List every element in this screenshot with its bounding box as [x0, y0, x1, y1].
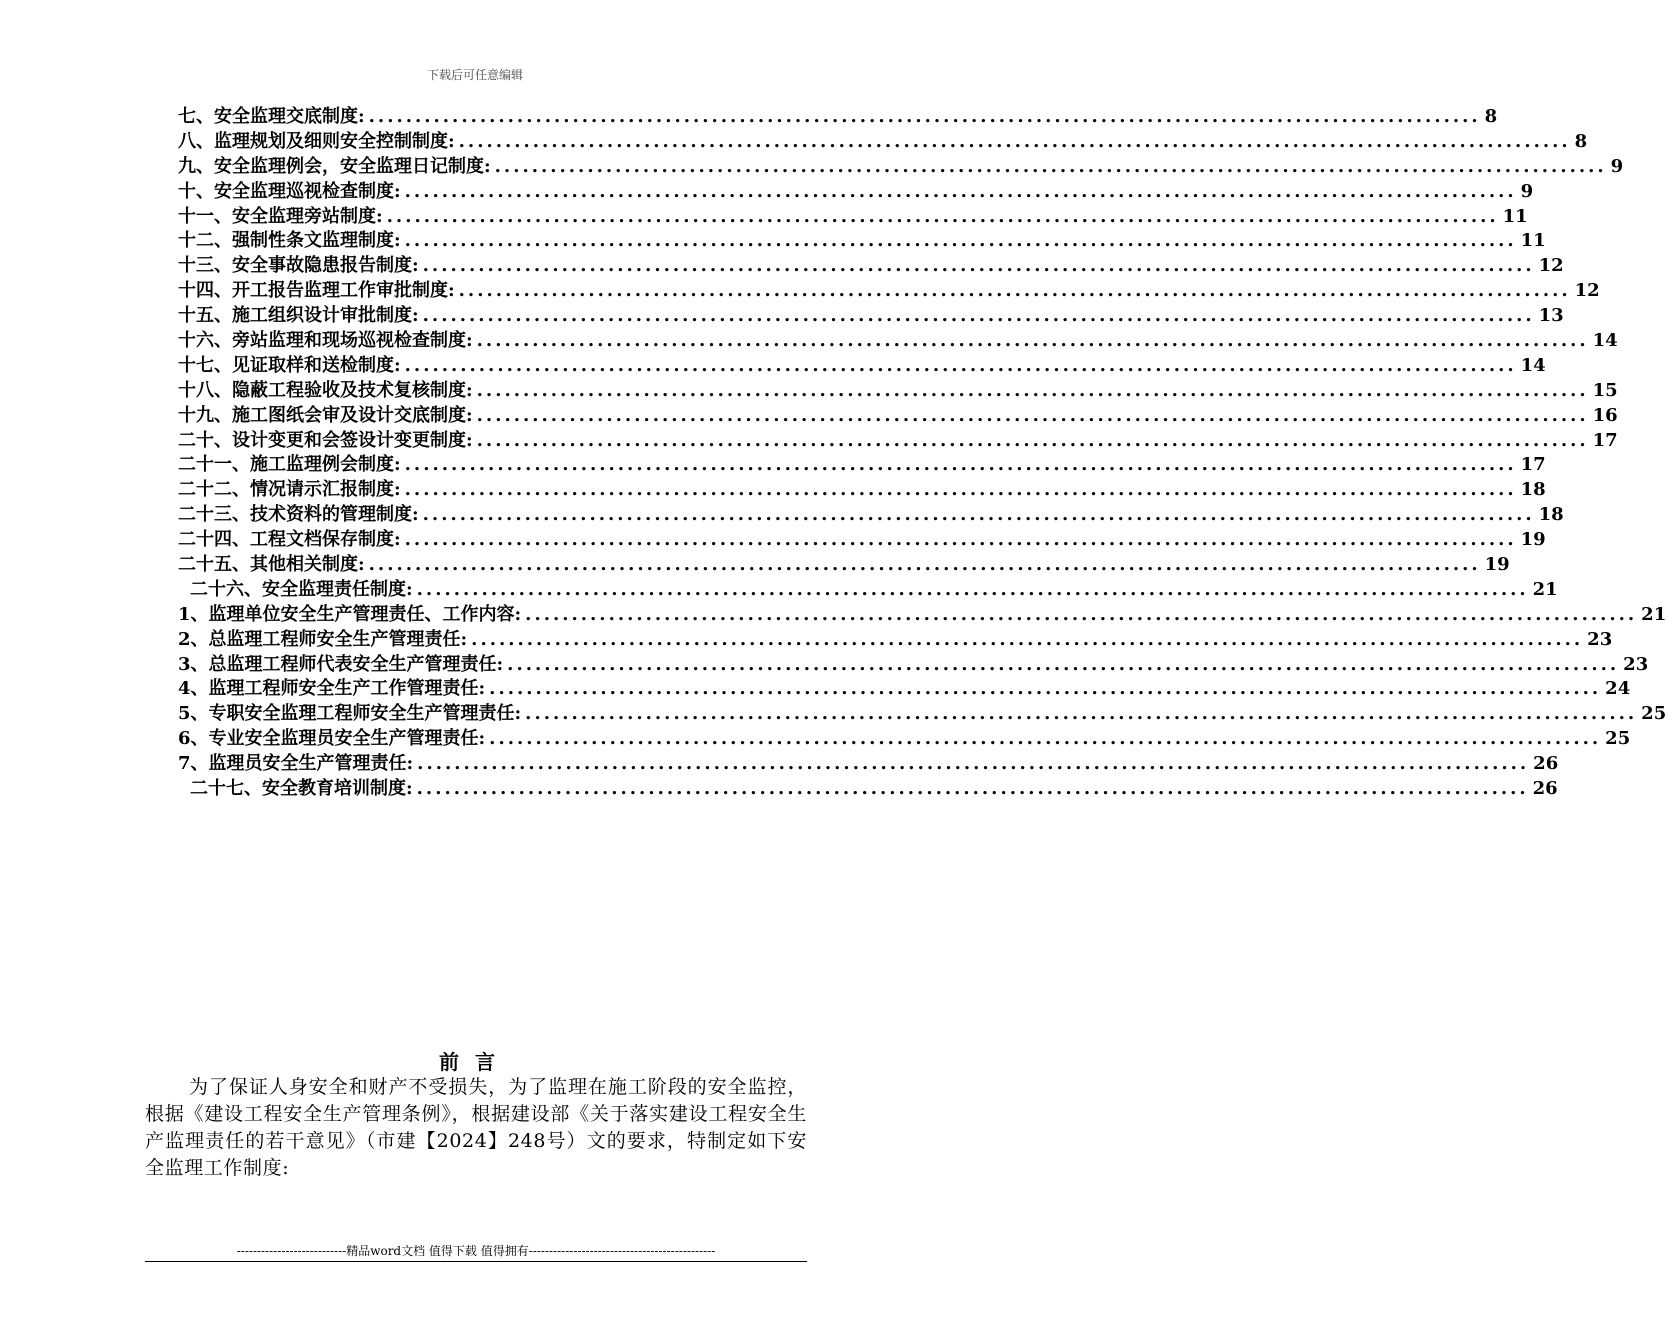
toc-entry-label: 二十五、其他相关制度: [178, 554, 365, 576]
toc-entry-label: 3、总监理工程师代表安全生产管理责任: [178, 653, 504, 675]
toc-dot-leader: ........................................................................................................................ [476, 429, 1589, 451]
toc-entry-page-number: 18 [1538, 504, 1564, 526]
toc-entry-label: 6、专业安全监理员安全生产管理责任: [178, 728, 486, 750]
toc-entry-page-number: 8 [1574, 130, 1588, 152]
toc-entry-label: 4、监理工程师安全生产工作管理责任: [178, 678, 486, 700]
toc-dot-leader: ........................................................................................................................ [404, 454, 1517, 476]
toc-entry[interactable] [178, 155, 1624, 180]
toc-entry[interactable] [178, 777, 1558, 802]
toc-entry-label: 二十四、工程文档保存制度: [178, 529, 401, 551]
toc-entry[interactable] [178, 653, 1649, 678]
toc-entry[interactable] [178, 553, 1510, 578]
toc-dot-leader: ........................................................................................................................ [404, 230, 1517, 252]
toc-entry-label: 十五、施工组织设计审批制度: [178, 305, 419, 327]
toc-entry-page-number: 13 [1538, 305, 1564, 327]
toc-dot-leader: ........................................................................................................................ [494, 155, 1607, 177]
toc-entry-page-number: 9 [1520, 180, 1534, 202]
toc-dot-leader: ........................................................................................................................ [404, 529, 1517, 551]
toc-entry-page-number: 24 [1605, 678, 1631, 700]
toc-dot-leader: ........................................................................................................................ [422, 504, 1535, 526]
preface-body: 为了保证人身安全和财产不受损失，为了监理在施工阶段的安全监控，根据《建设工程安全生产管理条例》，根据建设部《关于落实建设工程安全生产监理责任的若干意见》（市建【2024】248号）文的要求，特制定如下安全监理工作制度: [145, 1076, 807, 1179]
toc-entry-page-number: 17 [1592, 429, 1618, 451]
toc-entry-page-number: 21 [1641, 603, 1666, 625]
toc-entry-page-number: 18 [1520, 479, 1546, 501]
toc-entry-page-number: 19 [1484, 554, 1510, 576]
toc-entry[interactable] [178, 429, 1618, 454]
toc-dot-leader: ........................................................................................................................ [386, 205, 1499, 227]
toc-entry[interactable] [178, 503, 1564, 528]
toc-entry[interactable] [178, 453, 1546, 478]
footer-rule [145, 1261, 807, 1262]
toc-entry-page-number: 14 [1520, 354, 1546, 376]
toc-entry-page-number: 9 [1610, 155, 1624, 177]
toc-entry[interactable] [178, 702, 1666, 727]
toc-entry-page-number: 14 [1592, 330, 1618, 352]
toc-entry-label: 十四、开工报告监理工作审批制度: [178, 280, 455, 302]
toc-entry-label: 二十六、安全监理责任制度: [190, 578, 413, 600]
toc-dot-leader: ........................................................................................................................ [476, 379, 1589, 401]
toc-entry[interactable] [178, 727, 1631, 752]
toc-dot-leader: ........................................................................................................................ [489, 728, 1602, 750]
toc-dot-leader: ........................................................................................................................ [458, 130, 1571, 152]
toc-entry-page-number: 23 [1623, 653, 1649, 675]
toc-entry-label: 九、安全监理例会，安全监理日记制度: [178, 155, 491, 177]
toc-dot-leader: ........................................................................................................................ [404, 479, 1517, 501]
toc-entry[interactable] [178, 304, 1564, 329]
toc-entry-page-number: 21 [1532, 578, 1558, 600]
toc-entry-label: 二十二、情况请示汇报制度: [178, 479, 401, 501]
toc-dot-leader: ........................................................................................................................ [422, 255, 1535, 277]
toc-entry-label: 十三、安全事故隐患报告制度: [178, 255, 419, 277]
toc-dot-leader: ........................................................................................................................ [458, 280, 1571, 302]
toc-dot-leader: ........................................................................................................................ [471, 628, 1584, 650]
toc-entry-page-number: 8 [1484, 106, 1498, 127]
toc-entry-page-number: 26 [1533, 753, 1559, 775]
toc-entry-page-number: 11 [1502, 205, 1528, 227]
toc-entry-page-number: 23 [1587, 628, 1613, 650]
toc-entry-label: 二十一、施工监理例会制度: [178, 454, 401, 476]
toc-entry-label: 十、安全监理巡视检查制度: [178, 180, 401, 202]
toc-entry-label: 七、安全监理交底制度: [178, 106, 365, 127]
toc-dot-leader: ........................................................................................................................ [368, 554, 1481, 576]
toc-entry-page-number: 12 [1574, 280, 1600, 302]
toc-dot-leader: ........................................................................................................................ [489, 678, 1602, 700]
toc-entry[interactable] [178, 603, 1666, 628]
toc-entry[interactable] [178, 180, 1534, 205]
toc-entry-page-number: 25 [1605, 728, 1631, 750]
toc-dot-leader: ........................................................................................................................ [404, 180, 1517, 202]
toc-dot-leader: ........................................................................................................................ [476, 404, 1589, 426]
toc-entry-label: 十八、隐蔽工程验收及技术复核制度: [178, 379, 473, 401]
toc-entry-label: 八、监理规划及细则安全控制制度: [178, 130, 455, 152]
toc-dot-leader: ........................................................................................................................ [404, 354, 1517, 376]
toc-dot-leader: ........................................................................................................................ [507, 653, 1620, 675]
page-footer: ---------------------------精品word文档 值得下载 值得拥有---------------------------------------------- [236, 1244, 716, 1258]
toc-entry-page-number: 15 [1592, 379, 1618, 401]
toc-entry-label: 十九、施工图纸会审及设计交底制度: [178, 404, 473, 426]
toc-entry[interactable] [178, 528, 1546, 553]
toc-entry-label: 十二、强制性条文监理制度: [178, 230, 401, 252]
toc-entry[interactable] [178, 329, 1618, 354]
toc-dot-leader: ........................................................................................................................ [422, 305, 1535, 327]
toc-entry-label: 十七、见证取样和送检制度: [178, 354, 401, 376]
toc-entry[interactable] [178, 404, 1618, 429]
toc-entry-label: 5、专职安全监理工程师安全生产管理责任: [178, 703, 522, 725]
toc-entry[interactable] [178, 229, 1546, 254]
toc-entry[interactable] [178, 478, 1546, 503]
toc-entry-label: 二十三、技术资料的管理制度: [178, 504, 419, 526]
toc-entry[interactable] [178, 130, 1588, 155]
toc-dot-leader: ........................................................................................................................ [368, 106, 1481, 127]
toc-entry-page-number: 12 [1538, 255, 1564, 277]
toc-entry[interactable] [178, 677, 1631, 702]
toc-entry[interactable] [178, 105, 1498, 130]
toc-dot-leader: ........................................................................................................................ [525, 703, 1638, 725]
toc-entry-label: 十一、安全监理旁站制度: [178, 205, 383, 227]
toc-dot-leader: ........................................................................................................................ [416, 778, 1529, 800]
toc-entry[interactable] [178, 628, 1613, 653]
toc-entry-page-number: 11 [1520, 230, 1546, 252]
toc-dot-leader: ........................................................................................................................ [417, 753, 1530, 775]
toc-entry[interactable] [178, 279, 1600, 304]
toc-entry[interactable] [178, 379, 1618, 404]
toc-entry[interactable] [178, 752, 1559, 777]
toc-entry-label: 2、总监理工程师安全生产管理责任: [178, 628, 468, 650]
toc-entry-label: 7、监理员安全生产管理责任: [178, 753, 414, 775]
toc-entry-page-number: 16 [1592, 404, 1618, 426]
toc-entry[interactable] [178, 354, 1546, 379]
toc-entry-label: 十六、旁站监理和现场巡视检查制度: [178, 330, 473, 352]
toc-entry-label: 二十七、安全教育培训制度: [190, 778, 413, 800]
preface-title: 前言 [439, 1050, 511, 1074]
toc-dot-leader: ........................................................................................................................ [416, 578, 1529, 600]
toc-entry-page-number: 17 [1520, 454, 1546, 476]
toc-dot-leader: ........................................................................................................................ [525, 603, 1638, 625]
toc-entry-label: 二十、设计变更和会签设计变更制度: [178, 429, 473, 451]
toc-entry-page-number: 25 [1641, 703, 1666, 725]
toc-entry-page-number: 19 [1520, 529, 1546, 551]
toc-entry[interactable] [178, 578, 1558, 603]
toc-entry[interactable] [178, 205, 1528, 230]
page-header: 下载后可任意编辑 [426, 68, 523, 82]
toc-entry-label: 1、监理单位安全生产管理责任、工作内容: [178, 603, 522, 625]
toc-entry[interactable] [178, 254, 1564, 279]
toc-dot-leader: ........................................................................................................................ [476, 330, 1589, 352]
table-of-contents [178, 105, 1666, 802]
toc-entry-page-number: 26 [1532, 778, 1558, 800]
